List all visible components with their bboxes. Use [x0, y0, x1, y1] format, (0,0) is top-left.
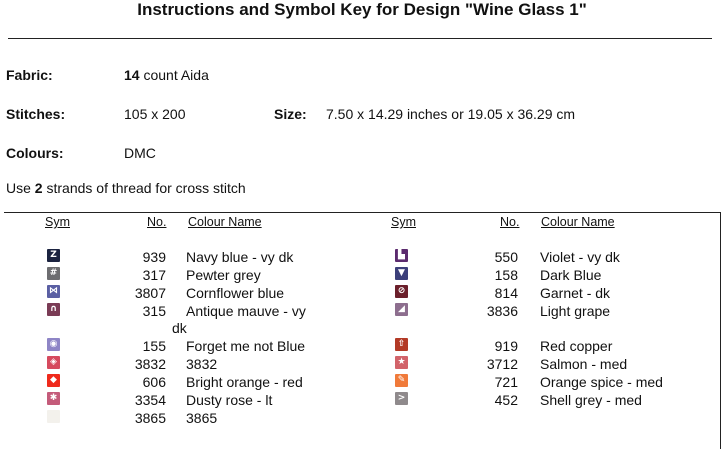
colour-name: Pewter grey — [186, 267, 261, 283]
symbol-swatch: ▼ — [395, 267, 408, 280]
symbol-swatch: ⋈ — [49, 286, 58, 296]
colours-value: DMC — [124, 145, 156, 161]
symbol-swatch: ✱ — [47, 392, 60, 405]
fabric-label: Fabric: — [6, 67, 53, 83]
fabric-value — [124, 67, 209, 83]
symbol-swatch: ◉ — [47, 338, 60, 351]
symbol-swatch — [47, 410, 60, 423]
symbol-swatch: ✎ — [395, 374, 408, 387]
dmc-number: 550 — [494, 249, 518, 265]
fabric-count: 14 — [124, 67, 140, 83]
colour-name: Orange spice - med — [540, 374, 663, 390]
dmc-number: 3832 — [134, 356, 166, 372]
fabric-type: count Aida — [143, 67, 209, 83]
strands-note — [6, 180, 246, 196]
symbol-swatch: ◢ — [395, 303, 408, 316]
header-name-right: Colour Name — [541, 215, 615, 229]
symbol-swatch: > — [395, 392, 408, 405]
symbol-swatch: Z — [47, 249, 60, 262]
page-title: Instructions and Symbol Key for Design "Wine Glass 1" — [137, 0, 587, 19]
symbol-swatch: ▙ — [395, 249, 408, 262]
colour-name: Bright orange - red — [186, 374, 303, 390]
dmc-number: 155 — [142, 338, 166, 354]
colour-name: Forget me not Blue — [186, 338, 306, 354]
stitches-value: 105 x 200 — [124, 106, 186, 122]
symbol-swatch: ⊘ — [395, 285, 408, 298]
colour-name: Shell grey - med — [540, 392, 642, 408]
dmc-number: 452 — [494, 392, 518, 408]
colour-name: Light grape — [540, 303, 611, 319]
header-sym-left: Sym — [45, 215, 70, 229]
colour-name: Red copper — [540, 338, 613, 354]
colour-name: Dusty rose - lt — [186, 392, 273, 408]
symbol-swatch: ⇧ — [395, 338, 408, 351]
dmc-number: 3836 — [486, 303, 518, 319]
dmc-number: 158 — [494, 267, 518, 283]
colour-name-continuation: dk — [172, 320, 187, 336]
colour-name: Antique mauve - vy — [186, 303, 306, 319]
dmc-number: 814 — [494, 285, 518, 301]
colour-name: Violet - vy dk — [540, 249, 620, 265]
dmc-number: 3865 — [134, 410, 166, 426]
dmc-number: 919 — [494, 338, 518, 354]
dmc-number: 3354 — [134, 392, 166, 408]
colour-name: 3865 — [186, 410, 218, 426]
header-no-right: No. — [500, 215, 520, 229]
colours-label: Colours: — [6, 145, 64, 161]
symbol-swatch: # — [47, 267, 60, 280]
header-name-left: Colour Name — [188, 215, 262, 229]
header-no-left: No. — [147, 215, 167, 229]
dmc-number: 3807 — [134, 285, 166, 301]
colour-name: 3832 — [186, 356, 218, 372]
title-underline — [8, 38, 712, 39]
symbol-swatch: ∩ — [47, 303, 60, 316]
dmc-number: 315 — [142, 303, 166, 319]
header-sym-right: Sym — [391, 215, 416, 229]
note-prefix: Use — [6, 180, 31, 196]
symbol-swatch: ★ — [395, 356, 408, 369]
symbol-swatch: ◆ — [47, 374, 60, 387]
stitches-label: Stitches: — [6, 106, 66, 122]
symbol-swatch: ◈ — [47, 356, 60, 369]
colour-name: Salmon - med — [540, 356, 628, 372]
size-label: Size: — [274, 106, 307, 122]
dmc-number: 721 — [494, 374, 518, 390]
size-value: 7.50 x 14.29 inches or 19.05 x 36.29 cm — [326, 106, 576, 122]
note-strands: 2 — [34, 180, 43, 196]
dmc-number: 3712 — [486, 356, 518, 372]
dmc-number: 317 — [142, 267, 166, 283]
colour-name: Dark Blue — [540, 267, 602, 283]
colour-name: Cornflower blue — [186, 285, 285, 301]
colour-name: Navy blue - vy dk — [186, 249, 294, 265]
dmc-number: 939 — [142, 249, 166, 265]
note-suffix: strands of thread for cross stitch — [46, 180, 246, 196]
colour-name: Garnet - dk — [540, 285, 611, 301]
dmc-number: 606 — [142, 374, 166, 390]
